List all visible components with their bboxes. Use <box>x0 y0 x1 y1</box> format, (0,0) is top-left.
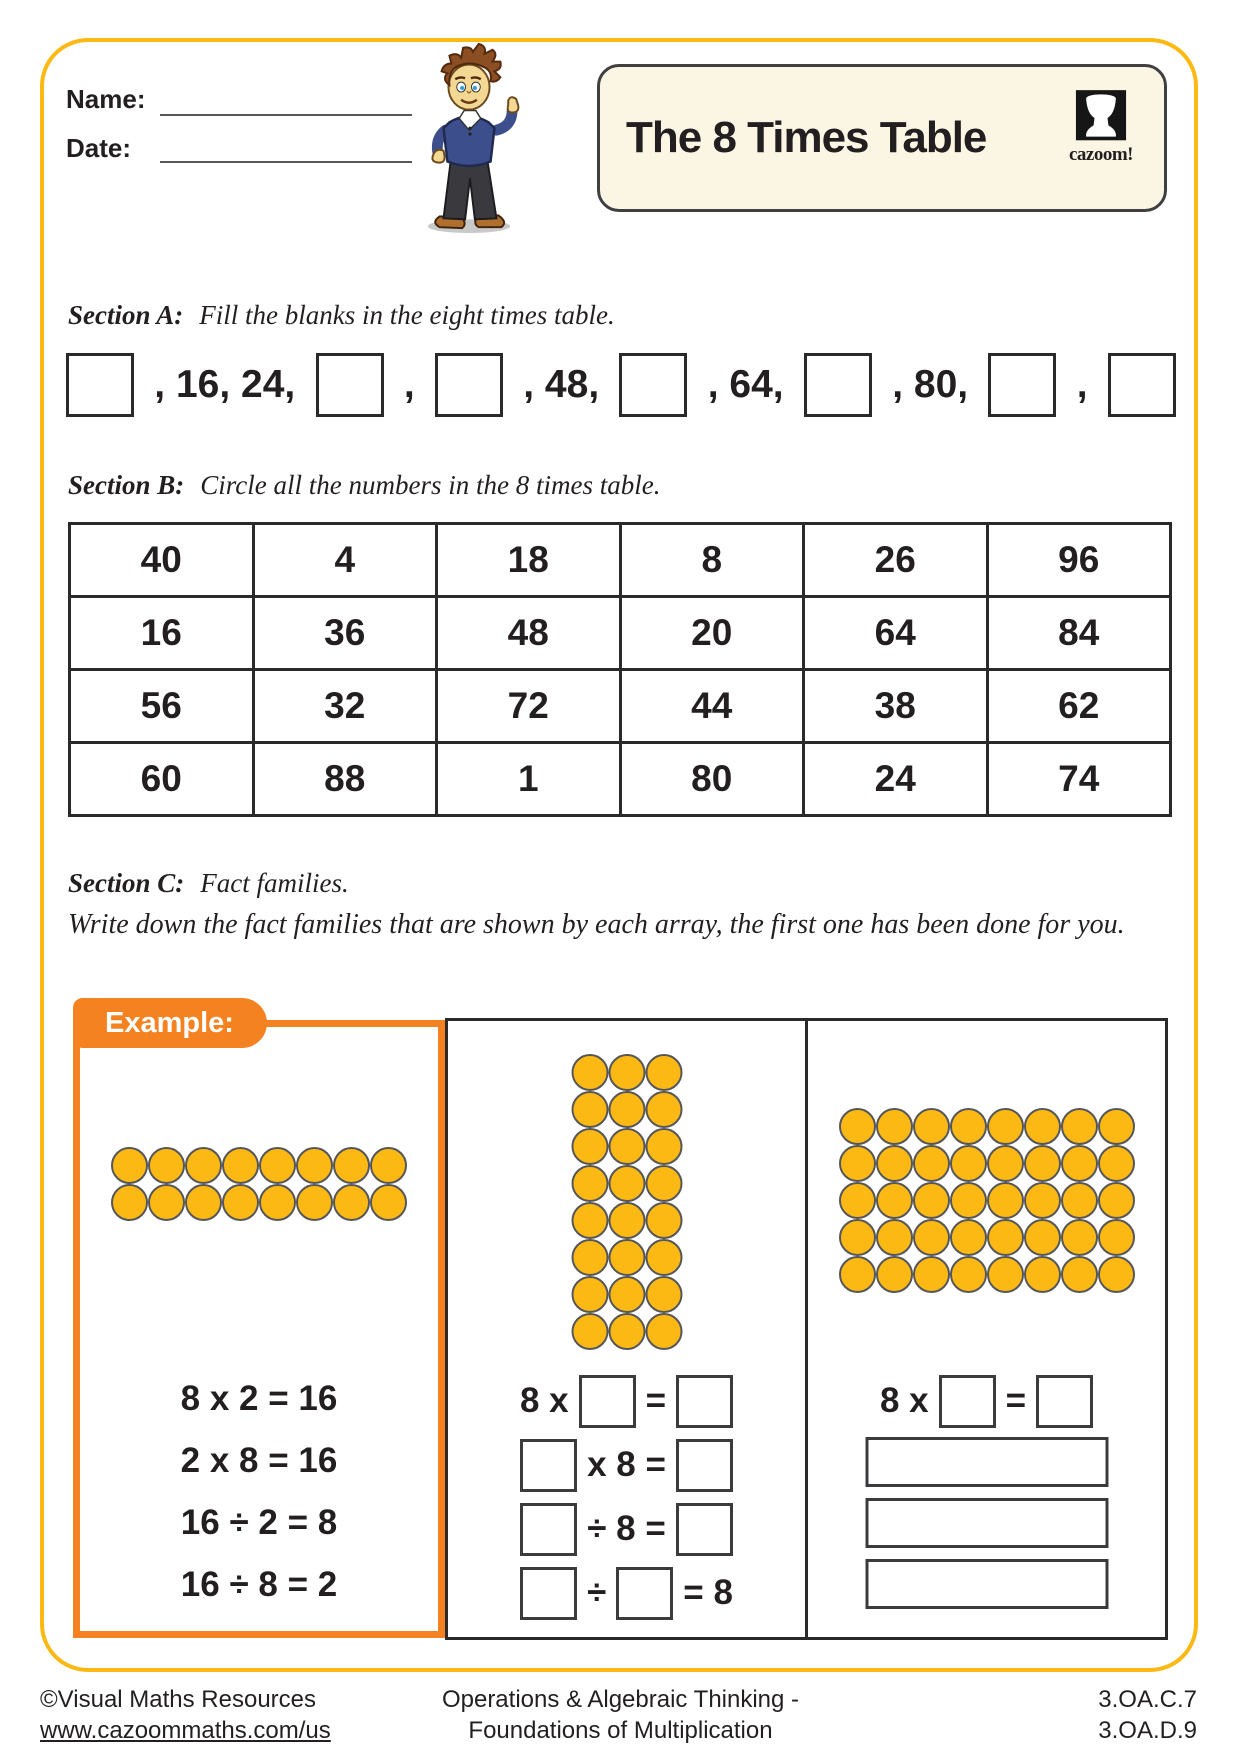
grid-number-cell[interactable]: 40 <box>70 524 254 597</box>
counter-dot <box>950 1145 987 1182</box>
counter-dot <box>1098 1182 1135 1219</box>
counter-dot <box>571 1276 608 1313</box>
problem2-equations <box>448 1373 805 1621</box>
counter-dot <box>1024 1256 1061 1293</box>
equation-answer-box[interactable] <box>520 1439 577 1492</box>
counter-dot <box>645 1165 682 1202</box>
counter-dot <box>645 1091 682 1128</box>
grid-number-cell[interactable]: 20 <box>620 597 804 670</box>
counter-dot <box>876 1145 913 1182</box>
counter-dot <box>913 1219 950 1256</box>
grid-number-cell[interactable]: 56 <box>70 670 254 743</box>
fact-family-panels <box>445 1018 1168 1640</box>
fact-equation-row <box>520 1565 733 1621</box>
counter-dot <box>608 1165 645 1202</box>
counter-dot <box>876 1219 913 1256</box>
fact-equation-row <box>880 1373 1093 1429</box>
counter-dot <box>913 1108 950 1145</box>
footer-center <box>0 1684 1241 1746</box>
counter-dot <box>148 1147 185 1184</box>
counter-dot <box>259 1147 296 1184</box>
equation-text: 8 x <box>519 1381 569 1420</box>
counter-dot <box>259 1184 296 1221</box>
counter-dot <box>950 1256 987 1293</box>
counter-dot <box>839 1182 876 1219</box>
counter-dot <box>1061 1219 1098 1256</box>
grid-number-cell[interactable]: 4 <box>253 524 437 597</box>
equation-text: = <box>645 1381 667 1420</box>
number-grid-body <box>70 524 1171 816</box>
counter-dot <box>185 1184 222 1221</box>
drum-icon <box>1075 89 1127 147</box>
counter-dot <box>950 1182 987 1219</box>
counter-dot <box>839 1145 876 1182</box>
counter-dot <box>1061 1256 1098 1293</box>
example-box <box>73 1020 445 1638</box>
standard-code-2: 3.OA.D.9 <box>1098 1717 1197 1744</box>
sequence-numbers: , 16, 24, <box>154 363 296 406</box>
grid-row <box>70 743 1171 816</box>
counter-dot <box>571 1202 608 1239</box>
sequence-answer-box[interactable] <box>804 353 872 417</box>
equation-text: ÷ <box>587 1573 607 1612</box>
counter-dot <box>1098 1108 1135 1145</box>
sequence-numbers: , 48, <box>523 363 600 406</box>
counter-dot <box>1098 1256 1135 1293</box>
example-equation: 16 ÷ 2 = 8 <box>180 1503 338 1542</box>
grid-number-cell[interactable]: 74 <box>987 743 1171 816</box>
sequence-numbers: , <box>403 363 415 406</box>
sequence-numbers: , <box>1076 363 1088 406</box>
footer-topic-line1: Operations & Algebraic Thinking - <box>441 1686 800 1713</box>
counter-dot <box>987 1182 1024 1219</box>
grid-number-cell[interactable]: 80 <box>620 743 804 816</box>
name-input-line[interactable] <box>160 114 412 116</box>
counter-dot <box>645 1202 682 1239</box>
equation-text: = 8 <box>683 1573 733 1612</box>
grid-number-cell[interactable]: 48 <box>437 597 621 670</box>
sequence-row <box>66 352 1176 418</box>
counter-dot <box>111 1184 148 1221</box>
grid-number-cell[interactable]: 36 <box>253 597 437 670</box>
grid-number-cell[interactable]: 8 <box>620 524 804 597</box>
grid-number-cell[interactable]: 44 <box>620 670 804 743</box>
example-equation: 2 x 8 = 16 <box>180 1441 338 1480</box>
counter-dot <box>1061 1108 1098 1145</box>
sequence-answer-box[interactable] <box>988 353 1056 417</box>
grid-number-cell[interactable]: 84 <box>987 597 1171 670</box>
section-b-heading <box>68 470 660 501</box>
counter-dot <box>608 1276 645 1313</box>
counter-dot <box>839 1108 876 1145</box>
dot-array-8x5 <box>839 1108 1135 1293</box>
website-link[interactable]: www.cazoommaths.com/us <box>40 1717 331 1744</box>
counter-dot <box>913 1145 950 1182</box>
counter-dot <box>1098 1145 1135 1182</box>
counter-dot <box>608 1239 645 1276</box>
cazoom-logo <box>1058 89 1144 166</box>
equation-answer-box[interactable] <box>676 1375 733 1428</box>
counter-dot <box>571 1054 608 1091</box>
grid-number-cell[interactable]: 26 <box>804 524 988 597</box>
sequence-answer-box[interactable] <box>619 353 687 417</box>
grid-row <box>70 597 1171 670</box>
counter-dot <box>1098 1219 1135 1256</box>
copyright-text: ©Visual Maths Resources <box>40 1686 317 1713</box>
equation-answer-box[interactable] <box>616 1567 673 1620</box>
counter-dot <box>571 1091 608 1128</box>
counter-dot <box>296 1147 333 1184</box>
grid-number-cell[interactable]: 72 <box>437 670 621 743</box>
grid-number-cell[interactable]: 88 <box>253 743 437 816</box>
section-a-instruction: Fill the blanks in the eight times table. <box>199 300 615 330</box>
footer-right <box>1098 1684 1197 1746</box>
equation-answer-box[interactable] <box>1036 1375 1093 1428</box>
answer-lines <box>865 1437 1108 1609</box>
counter-dot <box>645 1313 682 1350</box>
counter-dot <box>571 1239 608 1276</box>
fact-family-panel-3 <box>808 1021 1165 1637</box>
grid-number-cell[interactable]: 24 <box>804 743 988 816</box>
fact-answer-line[interactable] <box>865 1559 1108 1609</box>
dot-array-3x8 <box>571 1054 682 1350</box>
grid-number-cell[interactable]: 64 <box>804 597 988 670</box>
counter-dot <box>987 1145 1024 1182</box>
equation-answer-box[interactable] <box>676 1503 733 1556</box>
grid-number-cell[interactable]: 60 <box>70 743 254 816</box>
counter-dot <box>608 1128 645 1165</box>
section-a-heading <box>68 300 615 331</box>
footer-topic-line2: Foundations of Multiplication <box>468 1717 773 1744</box>
counter-dot <box>645 1128 682 1165</box>
fact-family-panel-2 <box>448 1021 808 1637</box>
counter-dot <box>1061 1182 1098 1219</box>
fact-equation-row <box>520 1373 733 1429</box>
counter-dot <box>370 1184 407 1221</box>
grid-number-cell[interactable]: 62 <box>987 670 1171 743</box>
grid-row <box>70 670 1171 743</box>
counter-dot <box>608 1313 645 1350</box>
counter-dot <box>950 1108 987 1145</box>
standard-code-1: 3.OA.C.7 <box>1098 1686 1197 1713</box>
counter-dot <box>876 1182 913 1219</box>
counter-dot <box>987 1219 1024 1256</box>
counter-dot <box>950 1219 987 1256</box>
counter-dot <box>333 1147 370 1184</box>
section-c-description: Write down the fact families that are shown by each array, the first one has been done for you. <box>68 909 1125 940</box>
counter-dot <box>571 1165 608 1202</box>
equation-answer-box[interactable] <box>676 1439 733 1492</box>
boy-character-illustration <box>405 40 533 236</box>
number-grid <box>68 522 1172 817</box>
counter-dot <box>645 1276 682 1313</box>
counter-dot <box>645 1054 682 1091</box>
problem3-equation <box>808 1373 1165 1429</box>
sequence-numbers: , 80, <box>892 363 969 406</box>
counter-dot <box>296 1184 333 1221</box>
counter-dot <box>987 1256 1024 1293</box>
equation-text: 8 x <box>879 1381 929 1420</box>
example-equation: 16 ÷ 8 = 2 <box>180 1565 338 1604</box>
fact-equation-row <box>520 1437 733 1493</box>
counter-dot <box>222 1147 259 1184</box>
section-c-heading <box>68 868 349 899</box>
title-box <box>597 64 1167 212</box>
example-equations <box>80 1379 438 1605</box>
counter-dot <box>1024 1182 1061 1219</box>
equation-answer-box[interactable] <box>520 1503 577 1556</box>
sequence-answer-box[interactable] <box>316 353 384 417</box>
fact-answer-line[interactable] <box>865 1498 1108 1548</box>
counter-dot <box>1024 1108 1061 1145</box>
counter-dot <box>913 1256 950 1293</box>
grid-number-cell[interactable]: 38 <box>804 670 988 743</box>
dot-array-8x2 <box>111 1147 407 1221</box>
sequence-numbers: , 64, <box>707 363 784 406</box>
equation-answer-box[interactable] <box>520 1567 577 1620</box>
grid-number-cell[interactable]: 32 <box>253 670 437 743</box>
counter-dot <box>608 1202 645 1239</box>
counter-dot <box>148 1184 185 1221</box>
date-label: Date: <box>66 133 132 163</box>
counter-dot <box>222 1184 259 1221</box>
counter-dot <box>987 1108 1024 1145</box>
date-input-line[interactable] <box>160 161 412 163</box>
fact-equation-row <box>520 1501 733 1557</box>
counter-dot <box>370 1147 407 1184</box>
counter-dot <box>645 1239 682 1276</box>
counter-dot <box>913 1182 950 1219</box>
counter-dot <box>876 1256 913 1293</box>
section-b-label: Section B: <box>68 470 185 500</box>
name-label: Name: <box>66 84 146 114</box>
counter-dot <box>185 1147 222 1184</box>
counter-dot <box>608 1091 645 1128</box>
equation-answer-box[interactable] <box>579 1375 636 1428</box>
section-c-label: Section C: <box>68 868 185 898</box>
counter-dot <box>839 1219 876 1256</box>
example-equation: 8 x 2 = 16 <box>180 1379 338 1418</box>
counter-dot <box>608 1054 645 1091</box>
counter-dot <box>1024 1219 1061 1256</box>
equation-answer-box[interactable] <box>939 1375 996 1428</box>
grid-number-cell[interactable]: 18 <box>437 524 621 597</box>
counter-dot <box>839 1256 876 1293</box>
grid-number-cell[interactable]: 16 <box>70 597 254 670</box>
section-b-instruction: Circle all the numbers in the 8 times table. <box>200 470 661 500</box>
grid-number-cell[interactable]: 1 <box>437 743 621 816</box>
section-c-instruction: Fact families. <box>200 868 349 898</box>
grid-row <box>70 524 1171 597</box>
counter-dot <box>111 1147 148 1184</box>
sequence-answer-box[interactable] <box>435 353 503 417</box>
grid-number-cell[interactable]: 96 <box>987 524 1171 597</box>
counter-dot <box>571 1313 608 1350</box>
equation-text: = <box>1005 1381 1027 1420</box>
fact-answer-line[interactable] <box>865 1437 1108 1487</box>
example-tab <box>73 998 267 1048</box>
sequence-answer-box[interactable] <box>66 353 134 417</box>
worksheet-title: The 8 Times Table <box>626 113 987 162</box>
counter-dot <box>333 1184 370 1221</box>
equation-text: x 8 = <box>587 1445 666 1484</box>
example-tab-label: Example: <box>105 1006 234 1039</box>
counter-dot <box>1061 1145 1098 1182</box>
counter-dot <box>1024 1145 1061 1182</box>
equation-text: ÷ 8 = <box>587 1509 666 1548</box>
counter-dot <box>571 1128 608 1165</box>
logo-text: cazoom! <box>1068 144 1134 165</box>
sequence-answer-box[interactable] <box>1108 353 1176 417</box>
section-a-label: Section A: <box>68 300 184 330</box>
counter-dot <box>876 1108 913 1145</box>
